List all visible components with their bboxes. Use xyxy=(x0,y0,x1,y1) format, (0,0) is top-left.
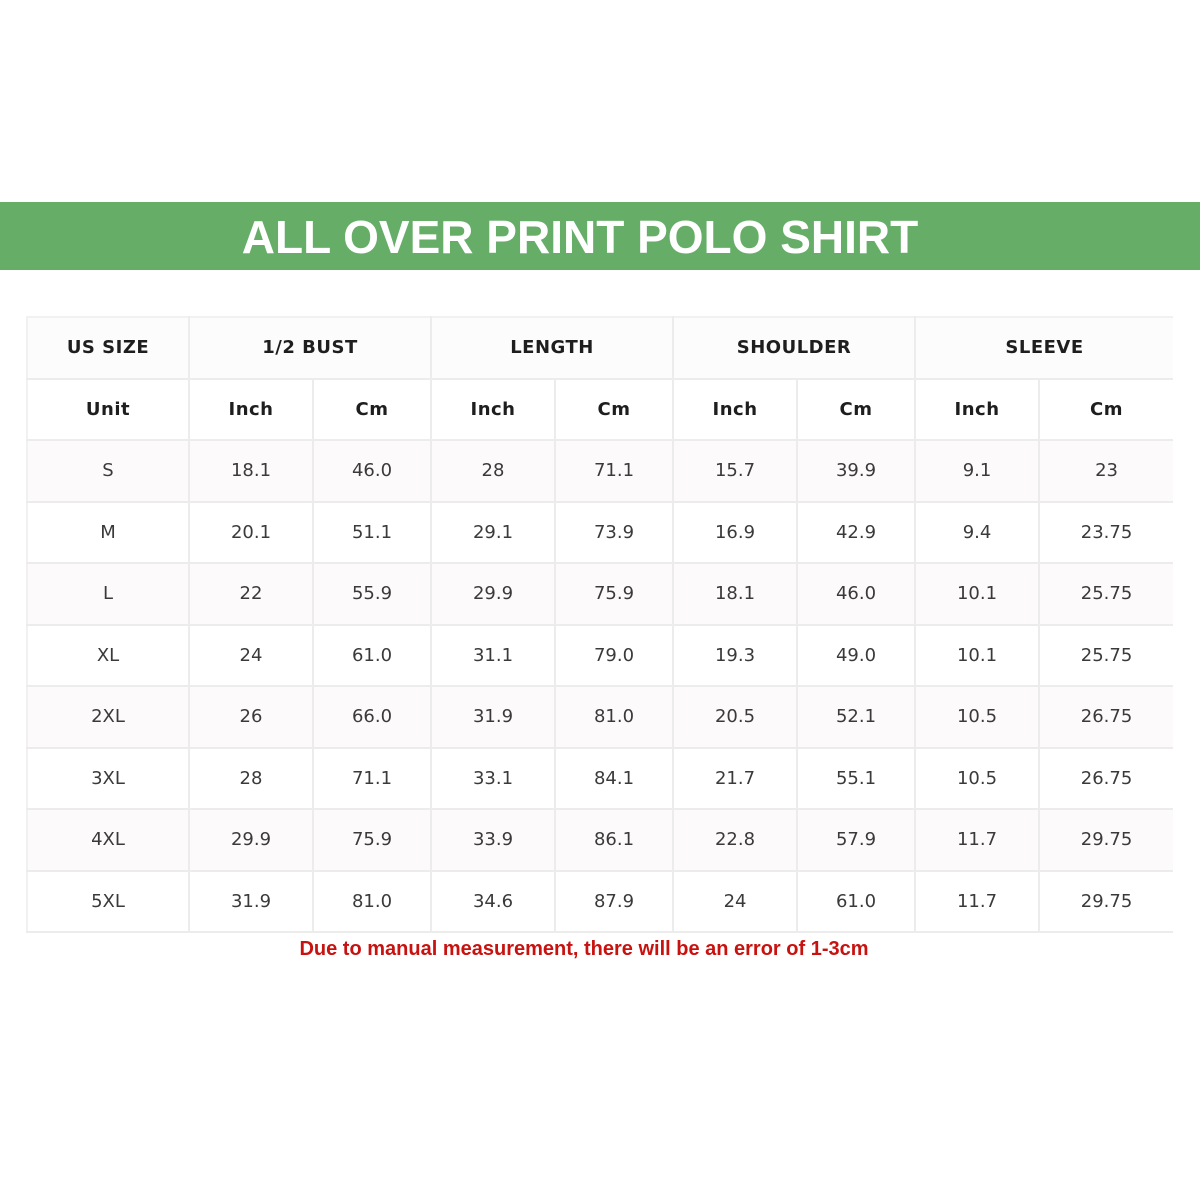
unit-header: Inch xyxy=(673,379,797,441)
table-cell: 29.9 xyxy=(431,563,555,625)
table-cell: 61.0 xyxy=(797,871,915,933)
table-cell: M xyxy=(27,502,189,564)
table-cell: 66.0 xyxy=(313,686,431,748)
unit-header: Unit xyxy=(27,379,189,441)
table-cell: 46.0 xyxy=(313,440,431,502)
table-cell: 34.6 xyxy=(431,871,555,933)
table-cell: 28 xyxy=(189,748,313,810)
table-row xyxy=(27,502,1173,564)
table-cell: 29.1 xyxy=(431,502,555,564)
group-header-shoulder: SHOULDER xyxy=(673,317,915,379)
table-cell: 26.75 xyxy=(1039,748,1173,810)
unit-header: Inch xyxy=(915,379,1039,441)
group-header-bust: 1/2 BUST xyxy=(189,317,431,379)
table-cell: 52.1 xyxy=(797,686,915,748)
table-cell: 23.75 xyxy=(1039,502,1173,564)
unit-header: Cm xyxy=(1039,379,1173,441)
table-row xyxy=(27,563,1173,625)
table-cell: 3XL xyxy=(27,748,189,810)
table-cell: 21.7 xyxy=(673,748,797,810)
table-cell: 87.9 xyxy=(555,871,673,933)
table-cell: 31.1 xyxy=(431,625,555,687)
table-cell: 81.0 xyxy=(313,871,431,933)
table-cell: 24 xyxy=(673,871,797,933)
table-cell: L xyxy=(27,563,189,625)
table-cell: 10.5 xyxy=(915,748,1039,810)
table-cell: 24 xyxy=(189,625,313,687)
table-cell: 9.1 xyxy=(915,440,1039,502)
table-cell: 22.8 xyxy=(673,809,797,871)
table-cell: 46.0 xyxy=(797,563,915,625)
unit-header: Cm xyxy=(555,379,673,441)
table-cell: 31.9 xyxy=(189,871,313,933)
table-cell: 26.75 xyxy=(1039,686,1173,748)
table-cell: 11.7 xyxy=(915,871,1039,933)
table-unit-header-row xyxy=(27,379,1173,441)
table-cell: 33.9 xyxy=(431,809,555,871)
table-cell: 51.1 xyxy=(313,502,431,564)
table-cell: 4XL xyxy=(27,809,189,871)
table-cell: 84.1 xyxy=(555,748,673,810)
table-cell: 71.1 xyxy=(313,748,431,810)
table-cell: 28 xyxy=(431,440,555,502)
page-title: ALL OVER PRINT POLO SHIRT xyxy=(241,211,919,263)
table-cell: 5XL xyxy=(27,871,189,933)
table-cell: 39.9 xyxy=(797,440,915,502)
table-row xyxy=(27,440,1173,502)
table-cell: 71.1 xyxy=(555,440,673,502)
table-row xyxy=(27,871,1173,933)
table-cell: 86.1 xyxy=(555,809,673,871)
table-cell: 11.7 xyxy=(915,809,1039,871)
table-cell: 55.9 xyxy=(313,563,431,625)
table-cell: 16.9 xyxy=(673,502,797,564)
table-cell: 75.9 xyxy=(555,563,673,625)
table-cell: 57.9 xyxy=(797,809,915,871)
table-cell: 49.0 xyxy=(797,625,915,687)
table-cell: 20.5 xyxy=(673,686,797,748)
table-cell: 10.1 xyxy=(915,563,1039,625)
table-cell: 31.9 xyxy=(431,686,555,748)
unit-header: Inch xyxy=(189,379,313,441)
table-cell: 20.1 xyxy=(189,502,313,564)
size-chart-table xyxy=(26,316,1173,933)
table-group-header-row xyxy=(27,317,1173,379)
table-cell: 18.1 xyxy=(189,440,313,502)
group-header-length: LENGTH xyxy=(431,317,673,379)
title-banner xyxy=(0,202,1200,270)
table-cell: 75.9 xyxy=(313,809,431,871)
table-cell: 61.0 xyxy=(313,625,431,687)
table-cell: 73.9 xyxy=(555,502,673,564)
table-cell: 22 xyxy=(189,563,313,625)
table-cell: 25.75 xyxy=(1039,625,1173,687)
table-cell: 10.5 xyxy=(915,686,1039,748)
group-header-us-size: US SIZE xyxy=(27,317,189,379)
table-cell: 9.4 xyxy=(915,502,1039,564)
table-cell: 29.75 xyxy=(1039,809,1173,871)
table-cell: 29.75 xyxy=(1039,871,1173,933)
table-cell: 19.3 xyxy=(673,625,797,687)
table-row xyxy=(27,625,1173,687)
table-cell: S xyxy=(27,440,189,502)
unit-header: Cm xyxy=(313,379,431,441)
table-cell: 25.75 xyxy=(1039,563,1173,625)
table-cell: 10.1 xyxy=(915,625,1039,687)
table-cell: 26 xyxy=(189,686,313,748)
unit-header: Inch xyxy=(431,379,555,441)
measurement-note: Due to manual measurement, there will be an error of 1-3cm xyxy=(299,938,869,960)
table-cell: XL xyxy=(27,625,189,687)
table-row xyxy=(27,809,1173,871)
table-cell: 55.1 xyxy=(797,748,915,810)
table-cell: 15.7 xyxy=(673,440,797,502)
unit-header: Cm xyxy=(797,379,915,441)
group-header-sleeve: SLEEVE xyxy=(915,317,1173,379)
table-row xyxy=(27,686,1173,748)
table-cell: 18.1 xyxy=(673,563,797,625)
table-row xyxy=(27,748,1173,810)
table-cell: 33.1 xyxy=(431,748,555,810)
table-cell: 79.0 xyxy=(555,625,673,687)
table-cell: 23 xyxy=(1039,440,1173,502)
table-cell: 81.0 xyxy=(555,686,673,748)
table-cell: 42.9 xyxy=(797,502,915,564)
table-cell: 29.9 xyxy=(189,809,313,871)
table-cell: 2XL xyxy=(27,686,189,748)
